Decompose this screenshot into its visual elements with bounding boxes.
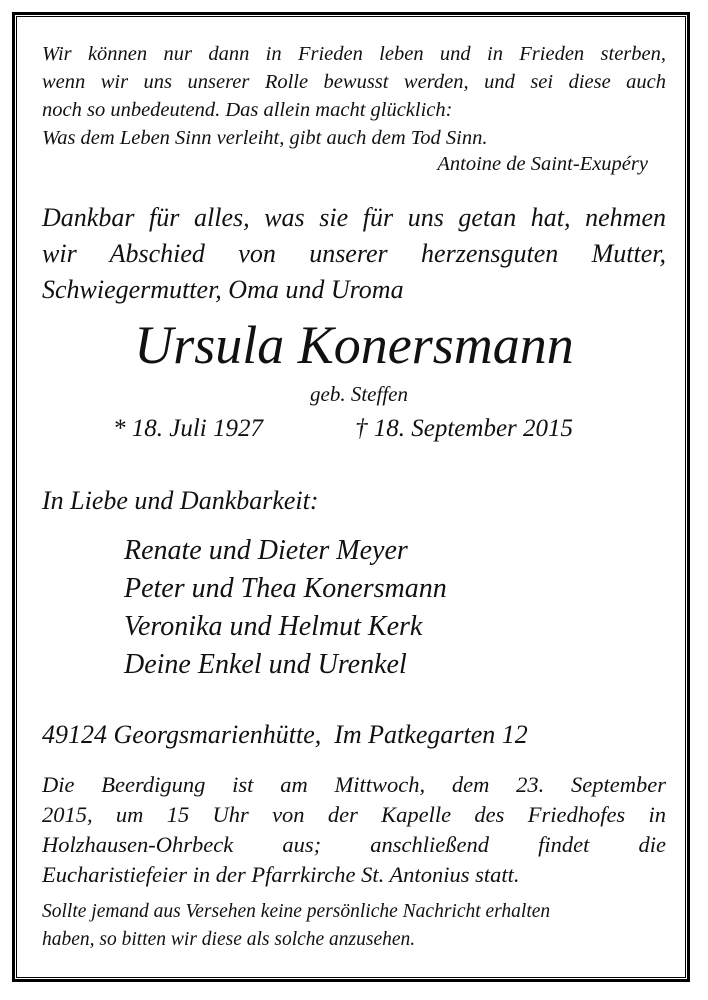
notice-note	[42, 898, 666, 954]
maiden-name: geb. Steffen	[310, 382, 408, 406]
quote-line: Was dem Leben Sinn verleiht, gibt auch dem Tod Sinn.	[42, 127, 488, 149]
quote-line: noch so unbedeutend. Das allein macht glücklich:	[42, 99, 453, 121]
funeral-line: 2015, um 15 Uhr von der Kapelle des Friedhofes in	[42, 802, 666, 827]
intro-line: Dankbar für alles, was sie für uns getan hat, nehmen	[42, 203, 666, 232]
quote-author: Antoine de Saint-Exupéry	[437, 153, 648, 175]
mourner-name: Veronika und Helmut Kerk	[124, 611, 423, 642]
mourner-name: Deine Enkel und Urenkel	[124, 649, 407, 680]
address: 49124 Georgsmarienhütte, Im Patkegarten 12	[42, 720, 528, 749]
mourners-list	[124, 532, 624, 684]
funeral-info	[42, 770, 666, 890]
funeral-line: Holzhausen-Ohrbeck aus; anschließend findet die	[42, 832, 666, 857]
life-dates	[0, 412, 708, 446]
intro-line: wir Abschied von unserer herzensguten Mutter,	[42, 239, 666, 268]
note-line: haben, so bitten wir diese als solche anzusehen.	[42, 929, 416, 950]
quote-line: wenn wir uns unserer Rolle bewusst werden, und sei diese auch	[42, 71, 666, 93]
intro-line: Schwiegermutter, Oma und Uroma	[42, 275, 404, 304]
birth-date: * 18. Juli 1927	[113, 415, 263, 442]
quote-text	[42, 40, 666, 152]
funeral-line: Eucharistiefeier in der Pfarrkirche St. Antonius statt.	[42, 862, 520, 887]
note-line: Sollte jemand aus Versehen keine persönliche Nachricht erhalten	[42, 901, 551, 922]
funeral-line: Die Beerdigung ist am Mittwoch, dem 23. September	[42, 772, 666, 797]
mourner-name: Peter und Thea Konersmann	[124, 573, 447, 604]
mourner-name: Renate und Dieter Meyer	[124, 535, 408, 566]
quote-line: Wir können nur dann in Frieden leben und in Frieden sterben,	[42, 43, 666, 65]
mourners-heading: In Liebe und Dankbarkeit:	[42, 486, 319, 515]
death-date: † 18. September 2015	[355, 415, 574, 442]
intro-text	[42, 200, 666, 308]
deceased-name: Ursula Konersmann	[134, 315, 574, 375]
